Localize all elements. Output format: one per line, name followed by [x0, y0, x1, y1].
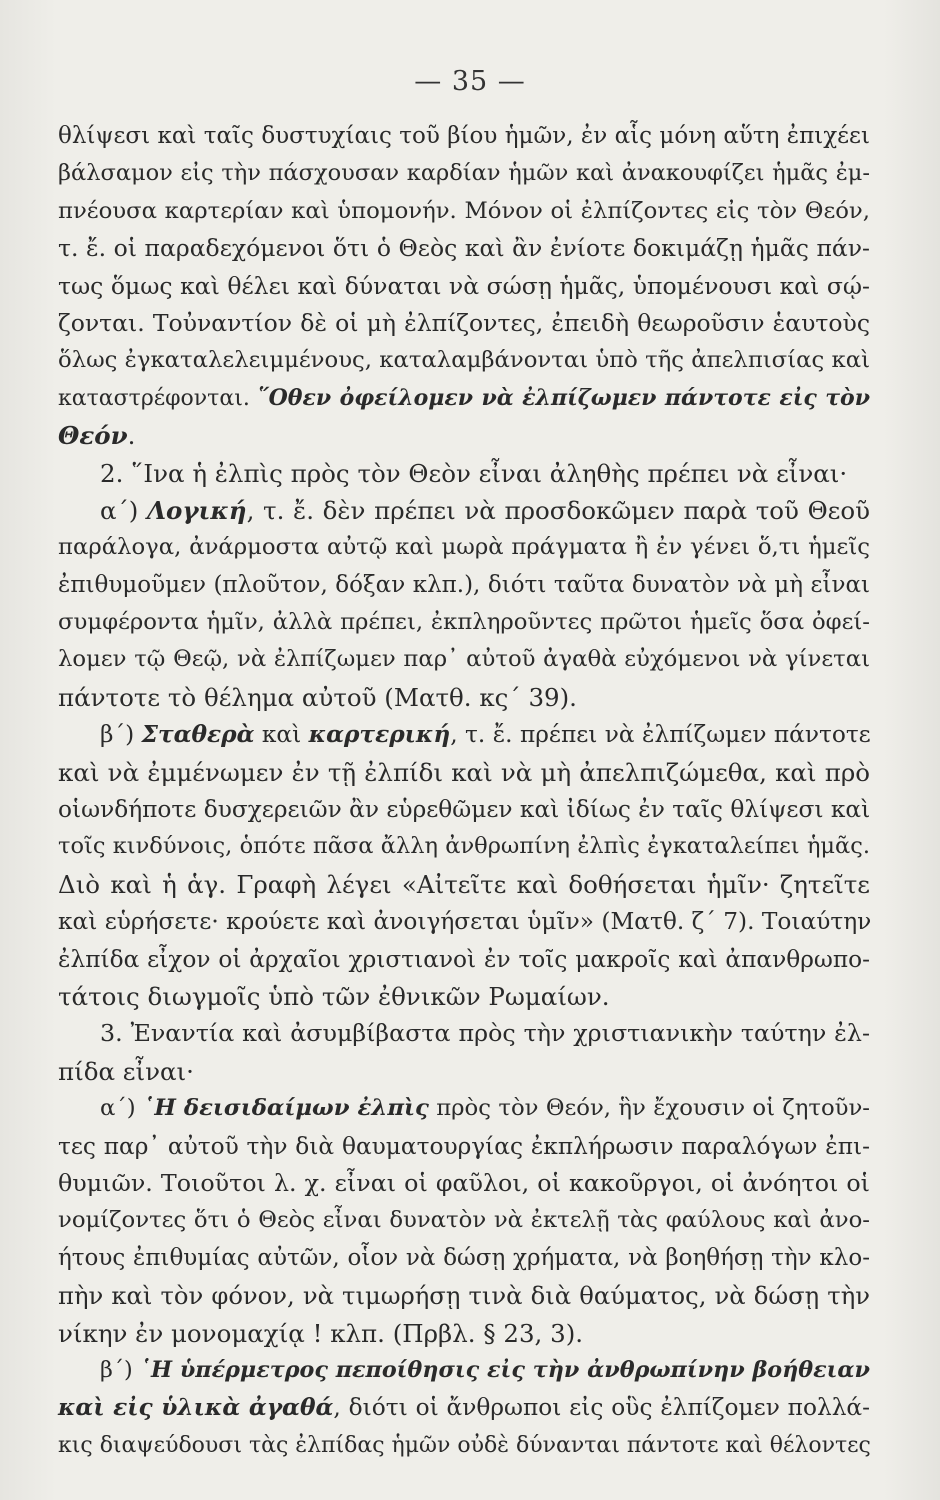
text-segment: ὅλως ἐγκαταλελειμμένους, καταλαμβάνονται ὑπὸ τῆς ἀπελπισίας καὶ	[58, 347, 870, 374]
text-line	[58, 455, 870, 492]
text-line	[58, 567, 870, 604]
page-number: — 35 —	[414, 66, 526, 97]
text-segment: παράλογα, ἀνάρμοστα αὐτῷ καὶ μωρὰ πράγματα ἢ ἐν γένει ὅ,τι ἡμεῖς	[58, 534, 870, 561]
text-segment: ζονται. Τοὐναντίον δὲ οἱ μὴ ἐλπίζοντες, ἐπειδὴ θεωροῦσιν ἑαυτοὺς	[58, 308, 870, 337]
text-line	[58, 828, 870, 865]
text-segment: οἱωνδήποτε δυσχερειῶν ἂν εὑρεθῶμεν καὶ ἰδίως ἐν ταῖς θλίψεσι καὶ	[58, 796, 871, 824]
text-line	[58, 1277, 870, 1314]
text-line	[58, 529, 870, 566]
text-line	[58, 1202, 870, 1239]
text-line	[58, 1389, 870, 1426]
text-line	[58, 417, 870, 454]
text-line	[58, 492, 870, 529]
text-line	[58, 1128, 870, 1165]
text-segment: πὴν καὶ τὸν φόνον, νὰ τιμωρήσῃ τινὰ διὰ θαύματος, νὰ δώσῃ τὴν	[58, 1281, 870, 1311]
text-segment: α΄)	[100, 1095, 143, 1122]
text-line	[58, 1053, 870, 1090]
text-line	[58, 903, 870, 940]
text-line	[58, 1165, 870, 1202]
body-text	[58, 118, 870, 1464]
text-segment: καταστρέφονται.	[58, 385, 258, 411]
text-segment: θλίψεσι καὶ ταῖς δυστυχίαις τοῦ βίου ἡμῶν, ἐν αἷς μόνη αὕτη ἐπιχέει	[58, 123, 870, 149]
text-line	[58, 342, 870, 379]
text-line	[58, 1015, 870, 1052]
text-segment: Διὸ καὶ ἡ ἁγ. Γραφὴ λέγει «Αἰτεῖτε καὶ δοθήσεται ἡμῖν· ζητεῖτε	[58, 869, 870, 899]
text-segment: νομίζοντες ὅτι ὁ Θεὸς εἶναι δυνατὸν νὰ ἐκτελῇ τὰς φαύλους καὶ ἀνο-	[58, 1207, 870, 1234]
text-line	[58, 380, 870, 417]
text-segment: α΄)	[100, 495, 148, 525]
text-segment: ἐλπίδα εἶχον οἱ ἀρχαῖοι χριστιανοὶ ἐν τοῖς μακροῖς καὶ ἀπανθρωπο-	[58, 945, 870, 973]
text-line	[58, 604, 870, 641]
text-segment: β΄)	[100, 1356, 140, 1383]
text-segment: 3. Ἐναντία καὶ ἀσυμβίβαστα πρὸς τὴν χριστιανικὴν ταύτην ἐλ-	[100, 1019, 870, 1048]
text-segment: τάτοις διωγμοῖς ὑπὸ τῶν ἐθνικῶν Ρωμαίων.	[58, 981, 610, 1011]
text-segment: πάντοτε τὸ θέλημα αὐτοῦ (Ματθ. κς΄ 39).	[58, 682, 577, 712]
text-line	[58, 716, 870, 753]
text-segment: θυμιῶν. Τοιοῦτοι λ. χ. εἶναι οἱ φαῦλοι, οἱ κακοῦργοι, οἱ ἀνόητοι οἱ	[58, 1168, 870, 1197]
text-segment: ήτους ἐπιθυμίας αὐτῶν, οἷον νὰ δώσῃ χρήματα, νὰ βοηθήσῃ τὴν κλο-	[58, 1244, 870, 1271]
text-line	[58, 1427, 870, 1464]
text-line	[58, 679, 870, 716]
text-segment: βάλσαμον εἰς τὴν πάσχουσαν καρδίαν ἡμῶν καὶ ἀνακουφίζει ἡμᾶς ἐμ-	[58, 160, 870, 187]
text-line	[58, 268, 870, 305]
text-segment: νίκην ἐν μονομαχίᾳ ! κλπ. (Πρβλ. § 23, 3).	[58, 1318, 584, 1348]
emphasized-text: καρτερική	[308, 721, 451, 749]
text-line	[58, 230, 870, 267]
text-segment: ἐπιθυμοῦμεν (πλοῦτον, δόξαν κλπ.), διότι ταῦτα δυνατὸν νὰ μὴ εἶναι	[58, 571, 870, 598]
text-line	[58, 118, 870, 155]
emphasized-text: ῾Η ὑπέρμετρος πεποίθησις εἰς τὴν ἀνθρωπίνην βοήθειαν	[139, 1356, 870, 1383]
text-line	[58, 155, 870, 192]
text-line	[58, 641, 870, 678]
text-segment: 2. ῞Ινα ἡ ἐλπὶς πρὸς τὸν Θεὸν εἶναι ἀληθὴς πρέπει νὰ εἶναι·	[100, 458, 848, 488]
text-segment: πνέουσα καρτερίαν καὶ ὑπομονήν. Μόνον οἱ ἐλπίζοντες εἰς τὸν Θεόν,	[58, 197, 870, 224]
text-line	[58, 941, 870, 978]
text-segment: καὶ εὑρήσετε· κρούετε καὶ ἀνοιγήσεται ὑμῖν» (Ματθ. ζ΄ 7). Τοιαύτην	[58, 908, 872, 936]
text-segment: καὶ νὰ ἐμμένωμεν ἐν τῇ ἐλπίδι καὶ νὰ μὴ ἀπελπιζώμεθα, καὶ πρὸ	[58, 757, 870, 787]
text-segment: , διότι οἱ ἄνθρωποι εἰς οὓς ἐλπίζομεν πολλά-	[333, 1394, 870, 1422]
text-line	[58, 1352, 870, 1389]
text-segment: , τ. ἔ. δὲν πρέπει νὰ προσδοκῶμεν παρὰ τοῦ Θεοῦ	[246, 495, 870, 525]
text-line	[58, 978, 870, 1015]
emphasized-text: Θεόν	[58, 421, 128, 451]
emphasized-text: καὶ εἰς ὑλικὰ ἀγαθά	[58, 1394, 334, 1422]
emphasized-text: ῞Οθεν ὀφείλομεν νὰ ἐλπίζωμεν πάντοτε εἰς τὸν	[257, 384, 870, 411]
text-segment: .	[127, 421, 136, 451]
text-segment: τως ὅμως καὶ θέλει καὶ δύναται νὰ σώσῃ ἡμᾶς, ὑπομένουσι καὶ σῴ-	[58, 271, 870, 300]
text-line	[58, 193, 870, 230]
text-segment: πίδα εἶναι·	[58, 1056, 194, 1086]
text-line	[58, 1315, 870, 1352]
text-segment: τες παρ᾿ αὐτοῦ τὴν διὰ θαυματουργίας ἐκπλήρωσιν παραλόγων ἐπι-	[58, 1132, 870, 1160]
text-segment: , τ. ἔ. πρέπει νὰ ἐλπίζωμεν πάντοτε	[450, 721, 871, 749]
text-line	[58, 1090, 870, 1127]
text-segment: συμφέροντα ἡμῖν, ἀλλὰ πρέπει, ἐκπληροῦντες πρῶτοι ἡμεῖς ὅσα ὀφεί-	[58, 609, 870, 636]
text-line	[58, 1240, 870, 1277]
text-segment: κις διαψεύδουσι τὰς ἐλπίδας ἡμῶν οὐδὲ δύνανται πάντοτε καὶ θέλοντες	[58, 1432, 871, 1458]
text-segment: λομεν τῷ Θεῷ, νὰ ἐλπίζωμεν παρ᾿ αὐτοῦ ἀγαθὰ εὐχόμενοι νὰ γίνεται	[58, 646, 870, 673]
text-line	[58, 305, 870, 342]
text-segment: τ. ἔ. οἱ παραδεχόμενοι ὅτι ὁ Θεὸς καὶ ἂν ἐνίοτε δοκιμάζῃ ἡμᾶς πάν-	[58, 234, 870, 263]
text-line	[58, 754, 870, 791]
text-segment: πρὸς τὸν Θεόν, ἣν ἔχουσιν οἱ ζητοῦν-	[428, 1095, 870, 1122]
text-segment: καὶ	[254, 721, 309, 749]
text-line	[58, 866, 870, 903]
emphasized-text: ῾Η δεισιδαίμων ἐλπὶς	[142, 1095, 429, 1122]
emphasized-text: Σταθερὰ	[141, 721, 255, 749]
emphasized-text: Λογική	[147, 495, 247, 525]
text-line	[58, 791, 870, 828]
text-segment: τοῖς κινδύνοις, ὁπότε πᾶσα ἄλλη ἀνθρωπίνη ἐλπὶς ἐγκαταλείπει ἡμᾶς.	[58, 833, 870, 860]
text-segment: β΄)	[100, 721, 142, 749]
